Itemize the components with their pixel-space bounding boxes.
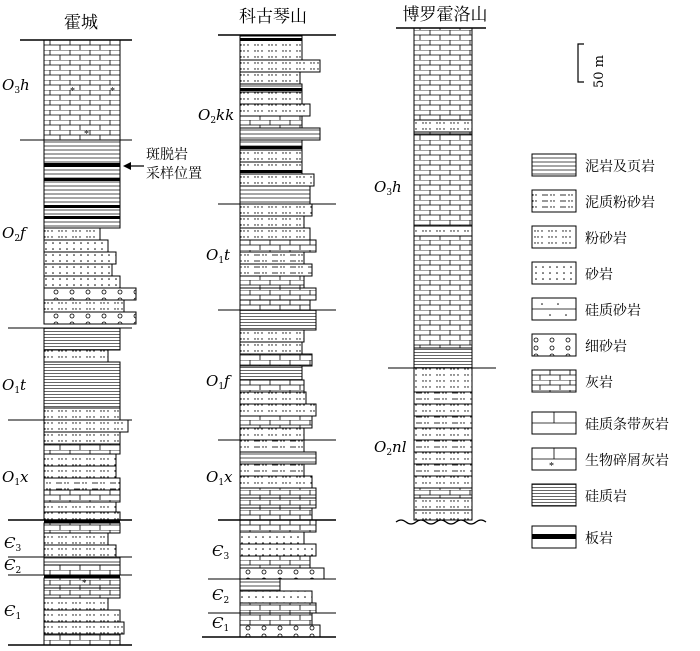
- bed-argillaceous-siltstone: [414, 416, 472, 428]
- bed-limestone: [44, 523, 120, 533]
- bed-limestone: [414, 488, 472, 498]
- bed-limestone: [44, 490, 120, 502]
- column-title-kegu: 科古琴山: [239, 7, 307, 27]
- formation-label: $Є_3$: [212, 542, 230, 562]
- column-huocheng: [2, 40, 136, 645]
- legend-swatch: [532, 154, 576, 176]
- bed-siltstone: [44, 420, 128, 432]
- bed-limestone: [414, 134, 472, 226]
- bed-shale: [240, 452, 316, 464]
- bed-argillaceous-siltstone: [44, 478, 120, 490]
- bed-sandstone: [44, 264, 112, 276]
- bed-slate: [44, 216, 120, 219]
- formation-label: $Є_1$: [212, 614, 230, 634]
- bed-fine-sandstone: [240, 625, 320, 637]
- bed-argillaceous-siltstone: [414, 392, 472, 404]
- legend-item-limestone: [532, 370, 613, 392]
- bed-limestone: [240, 520, 316, 532]
- sampling-annotation: [123, 146, 202, 182]
- bed-siliceous-rock: [414, 348, 472, 368]
- column-kegu: [198, 35, 336, 637]
- bed-slate: [240, 170, 302, 173]
- formation-label: $Є_1$: [4, 602, 22, 622]
- formation-label: $Є_3$: [4, 534, 22, 554]
- legend-item-argillaceous-siltstone: [532, 190, 655, 212]
- bed-siltstone: [414, 428, 472, 440]
- bed-siltstone: [240, 330, 304, 342]
- legend-swatch: [532, 190, 576, 212]
- bed-siltstone: [414, 368, 472, 392]
- bed-siliceous-rock: [240, 310, 316, 330]
- bed-limestone: [414, 236, 472, 348]
- legend-label: 硅质砂岩: [585, 303, 641, 319]
- bioclast-symbol: *: [82, 578, 87, 588]
- bed-slate: [240, 38, 302, 41]
- bed-limestone: [240, 380, 304, 392]
- bed-siltstone: [44, 228, 100, 240]
- formation-label: $O_3h$: [2, 76, 30, 96]
- bed-slate: [240, 88, 302, 91]
- legend-swatch: [532, 226, 576, 248]
- bed-fine-sandstone: [44, 288, 136, 300]
- legend-item-siliceous-rock: [532, 484, 627, 506]
- formation-label: $O_2f$: [2, 224, 26, 244]
- legend-label: 灰岩: [585, 375, 613, 391]
- legend-swatch-dot: [557, 303, 559, 305]
- bed-limestone: [240, 416, 312, 428]
- bed-limestone: [240, 240, 316, 252]
- legend-label: 板岩: [585, 531, 613, 547]
- bed-limestone: [240, 116, 302, 128]
- bed-shale: [240, 186, 310, 204]
- unconformity-line: [396, 520, 486, 524]
- bed-fine-sandstone: [44, 312, 136, 324]
- bed-limestone: [240, 556, 310, 568]
- legend-label: 泥岩及页岩: [585, 159, 655, 175]
- legend-label: 粉砂岩: [585, 231, 627, 247]
- bed-limestone: [240, 354, 312, 366]
- bed-sandstone: [240, 544, 316, 556]
- bed-siltstone: [240, 174, 314, 186]
- bed-siltstone: [240, 204, 312, 216]
- bed-siltstone: [240, 216, 304, 228]
- bed-fine-sandstone: [240, 568, 324, 579]
- formation-label: $O_2nl$: [374, 438, 407, 458]
- bed-limestone: [240, 288, 316, 300]
- bed-siltstone: [44, 408, 120, 420]
- bed-limestone: [44, 565, 120, 575]
- bed-limestone: [240, 300, 310, 310]
- bed-siltstone: [414, 476, 472, 488]
- bed-slate: [44, 163, 120, 167]
- formation-label: $O_1t$: [206, 246, 231, 266]
- bed-siltstone: [240, 342, 302, 354]
- bed-siltstone: [414, 404, 472, 416]
- bioclast-symbol: *: [70, 86, 75, 97]
- bed-slate: [44, 178, 120, 181]
- bed-siliceous-rock: [240, 366, 302, 380]
- legend-swatch: [532, 484, 576, 506]
- bed-siltstone: [414, 498, 472, 510]
- column-boluo: [374, 28, 496, 524]
- formation-label: $Є_2$: [4, 556, 22, 576]
- bed-argillaceous-siltstone: [240, 440, 304, 452]
- bed-siltstone: [414, 120, 472, 132]
- bed-siltstone: [240, 404, 316, 416]
- bed-limestone: [240, 498, 316, 508]
- bed-siltstone: [240, 104, 310, 116]
- formation-label: $Є_2$: [212, 586, 230, 606]
- bed-siltstone: [44, 432, 120, 444]
- legend-item-bioclastic-limestone: [532, 448, 669, 472]
- legend-label: 硅质条带灰岩: [585, 417, 669, 433]
- bed-sandstone: [240, 591, 312, 603]
- bed-shale: [44, 140, 120, 228]
- bed-argillaceous-siltstone: [414, 440, 472, 452]
- bed-siltstone: [240, 476, 312, 488]
- bed-siltstone: [240, 228, 310, 240]
- bed-siltstone: [44, 598, 108, 610]
- bed-siltstone: [240, 72, 300, 84]
- bed-sandstone: [44, 240, 108, 252]
- legend: [532, 154, 669, 548]
- bed-shale: [240, 579, 280, 591]
- bed-limestone: [240, 488, 316, 498]
- bed-siltstone: [240, 92, 302, 104]
- bed-shale: [240, 128, 320, 140]
- legend-label: 生物碎屑灰岩: [585, 453, 669, 469]
- column-title-huocheng: 霍城: [64, 13, 98, 33]
- legend-swatch-band: [532, 534, 576, 539]
- bed-siltstone: [44, 512, 120, 520]
- legend-item-slate: [532, 526, 613, 548]
- bed-siltstone: [414, 510, 472, 520]
- bed-limestone: [44, 588, 120, 598]
- bed-siltstone: [44, 622, 124, 634]
- scale-bracket: [578, 44, 584, 82]
- bed-limestone: [414, 28, 472, 134]
- bed-sandstone: [44, 252, 116, 264]
- bed-sandstone: [240, 532, 304, 544]
- bed-argillaceous-siltstone: [240, 252, 304, 264]
- bed-siltstone: [240, 428, 304, 440]
- legend-swatch: [532, 334, 576, 356]
- bioclast-symbol: *: [110, 86, 115, 97]
- bed-siltstone: [240, 150, 302, 162]
- bed-siltstone: [44, 454, 116, 466]
- bed-siltstone: [44, 610, 120, 622]
- legend-swatch-dot: [541, 303, 543, 305]
- bed-siltstone: [44, 300, 124, 312]
- bed-siltstone: [240, 392, 306, 404]
- bed-siltstone: [44, 545, 116, 557]
- formation-label: $O_1f$: [206, 372, 230, 392]
- bed-siltstone: [414, 226, 472, 236]
- bed-argillaceous-siltstone: [240, 464, 304, 476]
- annotation-line-2: 采样位置: [146, 166, 202, 182]
- formation-label: $O_3h$: [374, 178, 402, 198]
- legend-label: 细砂岩: [585, 339, 627, 355]
- legend-swatch-dot: [549, 314, 551, 316]
- bed-siltstone: [414, 452, 472, 464]
- scale-label: 50 m: [592, 54, 607, 88]
- formation-label: $O_1t$: [2, 376, 27, 396]
- bed-slate: [240, 146, 302, 149]
- annotation-line-1: 斑脱岩: [146, 147, 188, 163]
- legend-swatch: [532, 262, 576, 284]
- bed-limestone: [240, 276, 304, 288]
- bed-shale: [44, 557, 120, 565]
- arrow-head-icon: [123, 162, 131, 170]
- bed-siliceous-rock: [44, 362, 120, 408]
- legend-label: 砂岩: [585, 267, 613, 283]
- bed-siltstone: [44, 502, 116, 512]
- bed-limestone: [44, 40, 120, 140]
- bed-limestone: [240, 603, 316, 613]
- bed-siltstone: [44, 533, 108, 545]
- legend-item-siliceous-sandstone: [532, 298, 641, 320]
- bed-siltstone: [44, 466, 116, 478]
- formation-label: $O_1x$: [2, 468, 29, 488]
- legend-item-siltstone: [532, 226, 627, 248]
- legend-item-fine-sandstone: [532, 334, 627, 356]
- bed-sandstone: [44, 276, 120, 288]
- bed-argillaceous-siltstone: [240, 264, 312, 276]
- bed-limestone: [240, 508, 312, 520]
- formation-label: $O_1x$: [206, 468, 233, 488]
- bed-siltstone: [240, 60, 320, 72]
- legend-item-sandstone: [532, 262, 613, 284]
- legend-item-siliceous-banded-limestone: [532, 412, 669, 434]
- column-title-boluo: 博罗霍洛山: [402, 5, 488, 25]
- legend-swatch: [532, 370, 576, 392]
- formation-label: $O_2kk$: [198, 106, 235, 126]
- legend-label: 泥质粉砂岩: [585, 195, 655, 211]
- bed-siliceous-rock: [44, 328, 120, 350]
- bed-siltstone: [44, 350, 108, 362]
- bioclast-symbol: *: [84, 129, 89, 140]
- bed-limestone: [44, 444, 120, 454]
- bed-argillaceous-siltstone: [414, 464, 472, 476]
- bed-slate: [44, 205, 120, 208]
- legend-swatch-dot: [565, 314, 567, 316]
- bed-limestone: [44, 634, 120, 645]
- bioclast-symbol: *: [549, 461, 554, 472]
- scale-bar: [578, 44, 607, 88]
- legend-label: 硅质岩: [585, 489, 627, 505]
- legend-item-mudstone-shale: [532, 154, 655, 176]
- bed-limestone: [240, 613, 312, 625]
